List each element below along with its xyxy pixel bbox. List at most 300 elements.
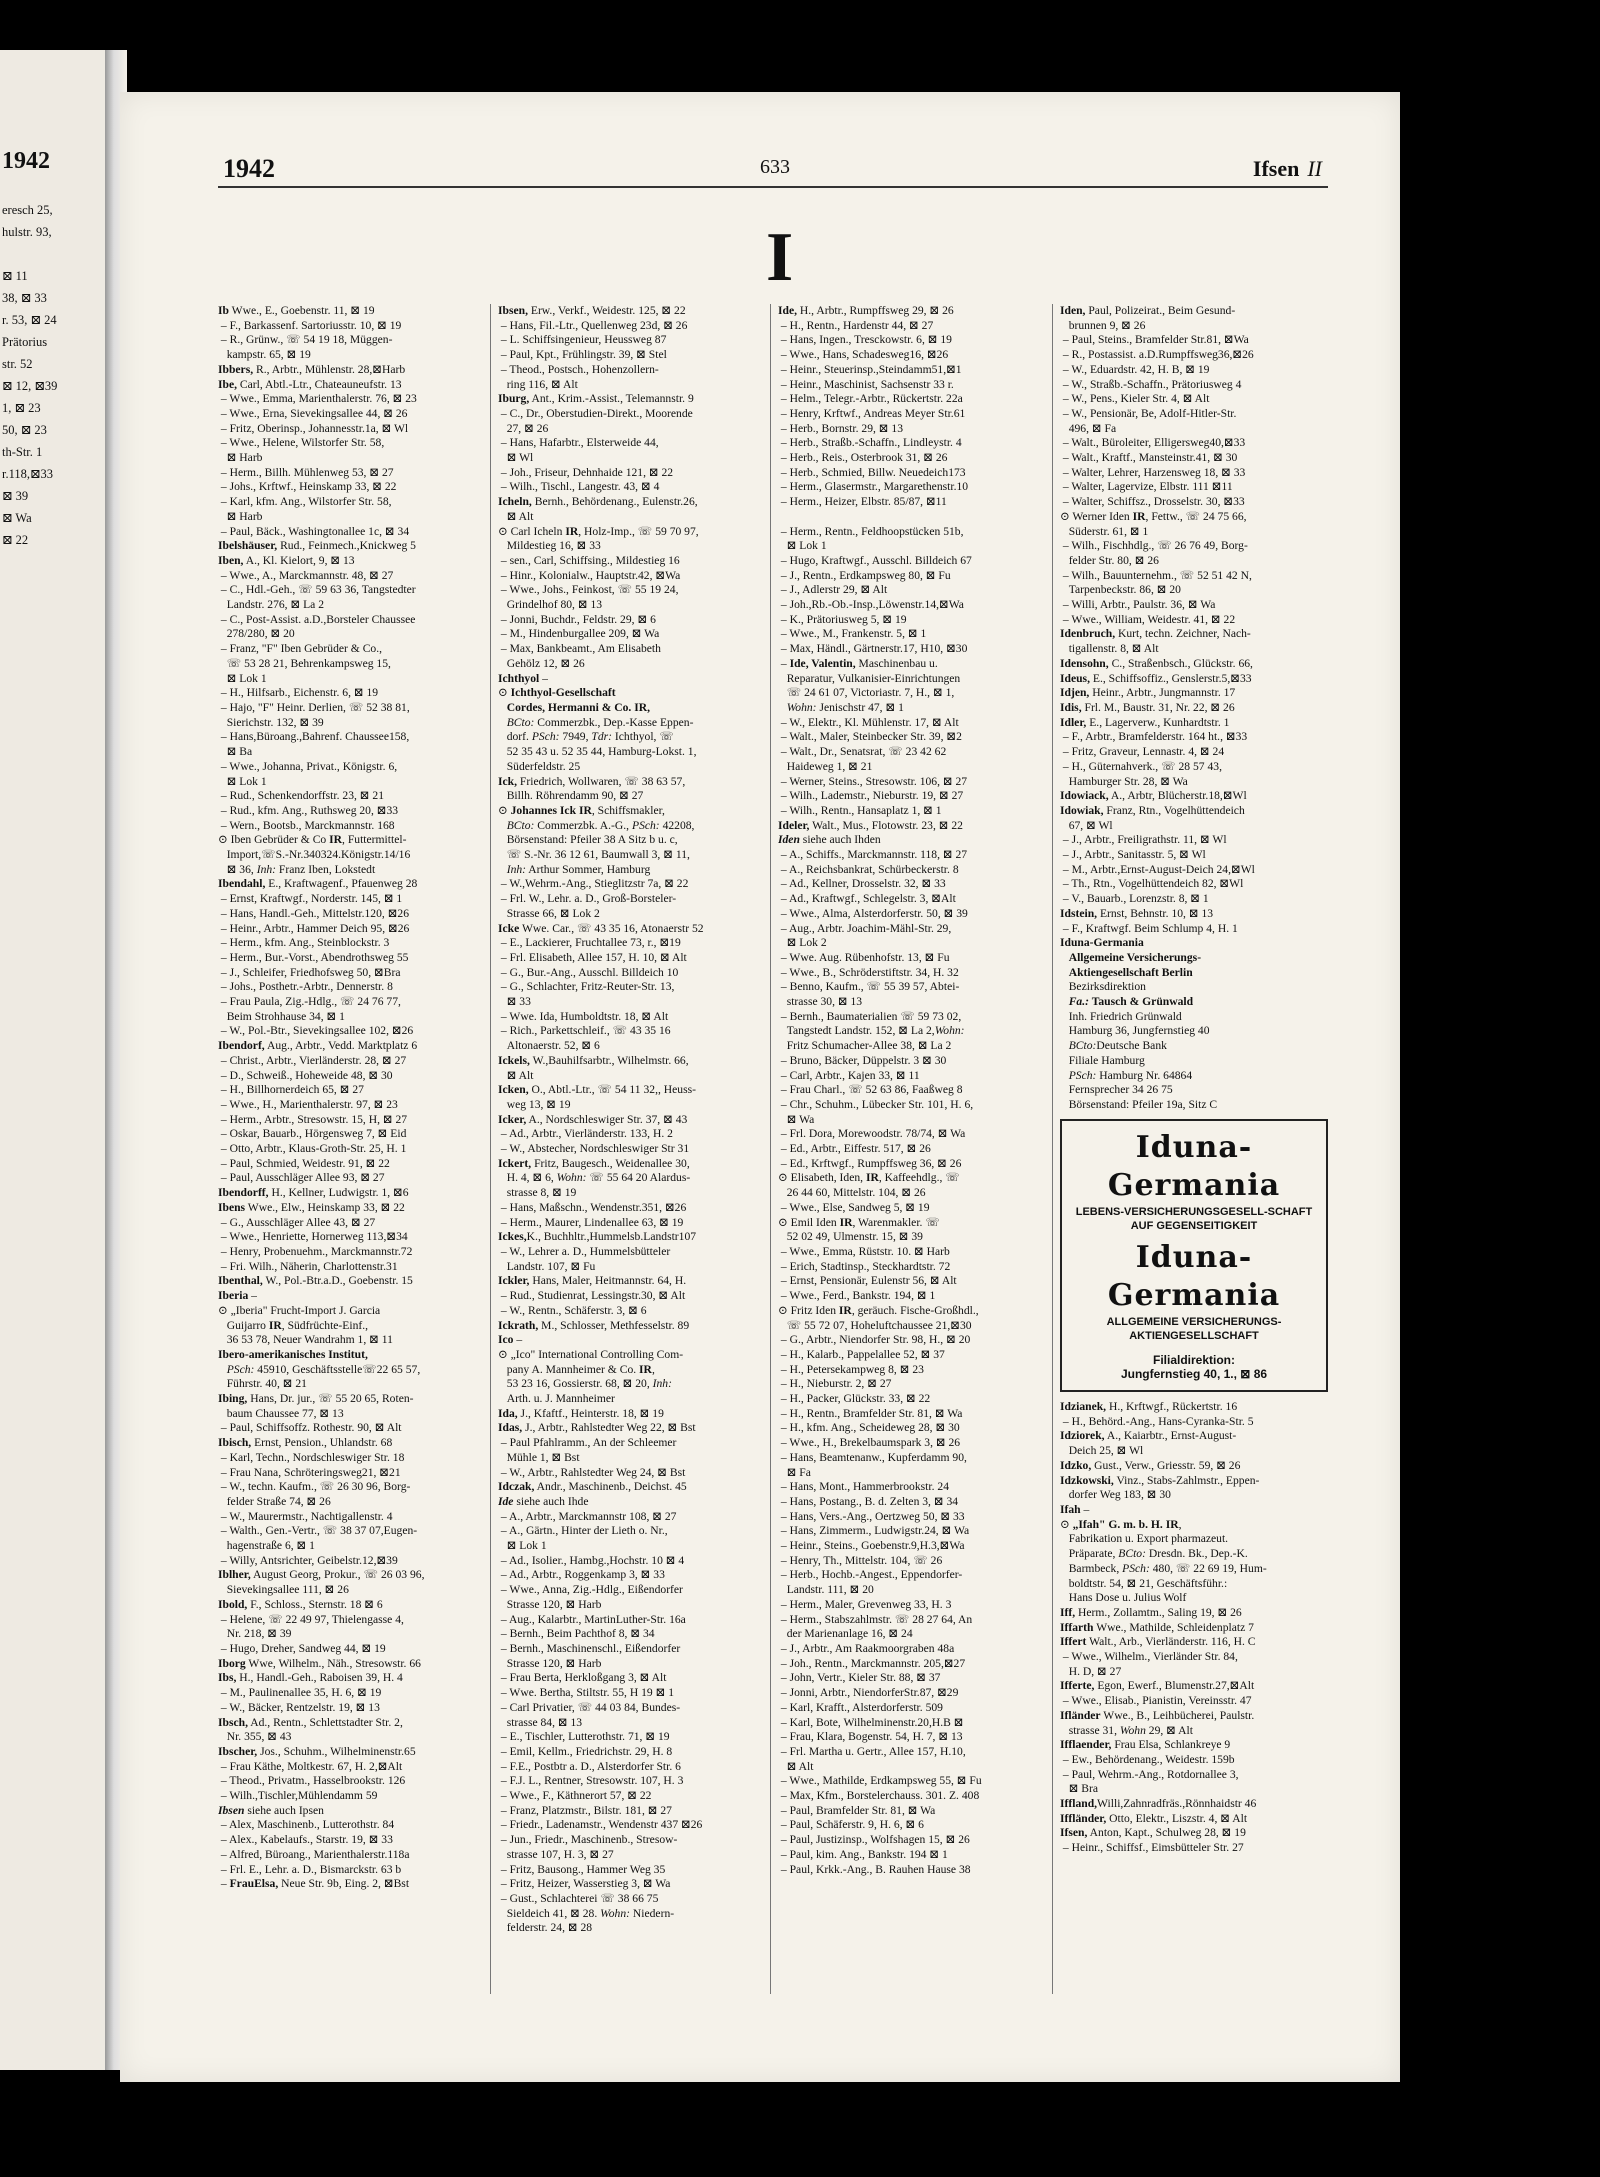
directory-entry: ring 116, ⊠ Alt	[498, 377, 578, 391]
directory-entry: – Heinr., Steuerinsp.,Steindamm51,⊠1	[778, 362, 962, 376]
directory-entry: – Wilh., Tischl., Langestr. 43, ⊠ 4	[498, 480, 660, 494]
directory-entry: ⊙ Fritz Iden IR, geräuch. Fische-Großhdl.,	[778, 1303, 979, 1317]
directory-entry: – Joh., Rentn., Marckmannstr. 205,⊠27	[778, 1656, 966, 1670]
directory-entry: – A., Arbtr., Marckmannstr 108, ⊠ 27	[498, 1509, 677, 1523]
directory-entry: – Willy, Antsrichter, Geibelstr.12,⊠39	[218, 1553, 398, 1567]
directory-entry: strasse 107, H. 3, ⊠ 27	[498, 1847, 614, 1861]
directory-entry: Wohn: Jenischstr 47, ⊠ 1	[786, 700, 904, 714]
directory-entry: – E., Tischler, Lutterothstr. 71, ⊠ 19	[498, 1730, 670, 1744]
directory-entry: brunnen 9, ⊠ 26	[1060, 318, 1146, 332]
directory-entry: Landstr. 111, ⊠ 20	[778, 1583, 874, 1597]
directory-entry: – Hans, Maßschn., Wendenstr.351, ⊠26	[498, 1200, 687, 1214]
directory-entry: Icken, O., Abtl.-Ltr., ☏ 54 11 32,, Heuss-	[498, 1083, 696, 1097]
directory-entry: BCto: Commerzbk. A.-G., PSch: 42208,	[506, 818, 695, 832]
directory-entry: Arth. u. J. Mannheimer	[498, 1392, 615, 1406]
directory-entry: – Wwe., Erna, Sievekingsallee 44, ⊠ 26	[218, 406, 408, 420]
directory-entry: – Walt., Dr., Senatsrat, ☏ 23 42 62	[778, 745, 947, 759]
directory-entry: – D., Schweiß., Hoheweide 48, ⊠ 30	[218, 1068, 393, 1082]
directory-entry: ☏ S.-Nr. 36 12 61, Baumwall 3, ⊠ 11,	[498, 848, 690, 862]
directory-entry: Reparatur, Vulkanisier-Einrichtungen	[778, 671, 961, 685]
directory-entry: Idzko, Gust., Verw., Griesstr. 59, ⊠ 26	[1060, 1458, 1241, 1472]
directory-entry: Iben, A., Kl. Kielort, 9, ⊠ 13	[218, 553, 355, 567]
directory-entry: boldtstr. 54, ⊠ 21, Geschäftsführ.:	[1060, 1576, 1228, 1590]
directory-entry: – Walter, Lehrer, Harzensweg 18, ⊠ 33	[1060, 465, 1246, 479]
directory-entry: – F.E., Postbtr a. D., Alsterdorfer Str. 6	[498, 1759, 681, 1773]
directory-entry: ⊠ Lok 1	[218, 671, 267, 685]
directory-entry: H. 4, ⊠ 6, Wohn: ☏ 55 64 20 Alardus-	[498, 1171, 691, 1185]
directory-entry: – Benno, Kaufm., ☏ 55 39 57, Abtei-	[778, 980, 960, 994]
directory-entry: tigallenstr. 8, ⊠ Alt	[1060, 642, 1159, 656]
directory-entry: – Paul, Wehrm.-Ang., Rotdornallee 3,	[1060, 1767, 1239, 1781]
directory-entry: – Max, Kfm., Borstelerchauss. 301. Z. 408	[778, 1789, 980, 1803]
directory-entry: Ifferte, Egon, Ewerf., Blumenstr.27,⊠Alt	[1060, 1679, 1255, 1693]
ad-address: Jungfernstieg 40, 1., ⊠ 86	[1120, 1367, 1268, 1382]
directory-entry: – Hugo, Kraftwgf., Ausschl. Billdeich 67	[778, 553, 972, 567]
directory-entry: – Hans, Fil.-Ltr., Quellenweg 23d, ⊠ 26	[498, 318, 688, 332]
directory-page	[120, 92, 1400, 2082]
directory-entry: ☏ 53 28 21, Behrenkampsweg 15,	[218, 656, 391, 670]
directory-entry: – Hans, Beamtenanw., Kupferdamm 90,	[778, 1450, 967, 1464]
directory-entry: – Rich., Parkettschleif., ☏ 43 35 16	[498, 1024, 671, 1038]
directory-entry: – H., Petersekampweg 8, ⊠ 23	[778, 1362, 924, 1376]
directory-entry: – W., Pens., Kieler Str. 4, ⊠ Alt	[1060, 392, 1210, 406]
directory-entry: – Frl. Elisabeth, Allee 157, H. 10, ⊠ Alt	[498, 950, 687, 964]
directory-entry: Iffland,Willi,Zahnradfräs.,Rönnhaidstr 46	[1060, 1797, 1257, 1811]
directory-entry: – Aug., Arbtr. Joachim-Mähl-Str. 29,	[778, 921, 952, 935]
directory-entry: Ibe, Carl, Abtl.-Ltr., Chateauneufstr. 13	[218, 377, 402, 391]
directory-entry: – Fritz, Heizer, Wasserstieg 3, ⊠ Wa	[498, 1877, 671, 1891]
directory-entry: Ibsch, Ad., Rentn., Schlettstadter Str. 2,	[218, 1715, 403, 1729]
directory-entry: Idziorek, A., Kaiarbtr., Ernst-August-	[1060, 1429, 1237, 1443]
directory-entry: Iff, Herm., Zollamtm., Saling 19, ⊠ 26	[1060, 1605, 1242, 1619]
directory-entry: – Fritz, Bausong., Hammer Weg 35	[498, 1862, 666, 1876]
directory-entry: ⊙ Emil Iden IR, Warenmakler. ☏	[778, 1215, 940, 1229]
directory-entry: Ida, J., Kfaftf., Heinterstr. 18, ⊠ 19	[498, 1406, 664, 1420]
directory-entry: ⊙ „Iberia" Frucht-Import J. Garcia	[218, 1303, 381, 1317]
directory-entry: – A., Schiffs., Marckmannstr. 118, ⊠ 27	[778, 848, 968, 862]
directory-entry: – Alex., Kabelaufs., Starstr. 19, ⊠ 33	[218, 1833, 393, 1847]
directory-entry: – Walt., Maler, Steinbecker Str. 39, ⊠2	[778, 730, 962, 744]
directory-entry: – Alfred, Büroang., Marienthalerstr.118a	[218, 1847, 410, 1861]
directory-entry: – Werner, Steins., Stresowstr. 106, ⊠ 27	[778, 774, 968, 788]
directory-entry: ⊠ Lok 1	[498, 1539, 547, 1553]
directory-entry: – Herb., Straßb.-Schaffn., Lindleystr. 4	[778, 436, 962, 450]
directory-entry: – Joh.,Rb.-Ob.-Insp.,Löwenstr.14,⊠Wa	[778, 598, 964, 612]
directory-entry: – FrauElsa, Neue Str. 9b, Eing. 2, ⊠Bst	[218, 1877, 410, 1891]
left-page-line: ⊠ 39	[2, 489, 29, 503]
directory-entry: – Hans, Vers.-Ang., Oertzweg 50, ⊠ 33	[778, 1509, 965, 1523]
column-divider	[490, 304, 491, 1994]
directory-entry: Strasse 120, ⊠ Harb	[498, 1656, 602, 1670]
directory-entry: dorfer Weg 183, ⊠ 30	[1060, 1488, 1171, 1502]
left-page-line: ⊠ 11	[2, 269, 28, 283]
directory-entry: Hamburger Str. 28, ⊠ Wa	[1060, 774, 1188, 788]
directory-entry: Fa.: Tausch & Grünwald	[1068, 995, 1194, 1009]
directory-entry: Ifflaender, Frau Elsa, Schlankreye 9	[1060, 1738, 1231, 1752]
directory-entry: PSch: 45910, Geschäftsstelle☏22 65 57,	[226, 1362, 421, 1376]
directory-entry: Gehölz 12, ⊠ 26	[498, 656, 585, 670]
directory-entry: – E., Lackierer, Fruchtallee 73, r., ⊠19	[498, 936, 681, 950]
directory-entry: – Paul, Steins., Bramfelder Str.81, ⊠Wa	[1060, 333, 1249, 347]
directory-entry: Icheln, Bernh., Behördenang., Eulenstr.26,	[498, 495, 698, 509]
directory-entry: ⊠ 36, Inh: Franz Iben, Lokstedt	[218, 862, 376, 876]
directory-entry: – Oskar, Bauarb., Hörgensweg 7, ⊠ Eid	[218, 1127, 407, 1141]
directory-entry: – Ad., Kraftwgf., Schlegelstr. 3, ⊠Alt	[778, 892, 956, 906]
directory-entry: – Frau Paula, Zig.-Hdlg., ☏ 24 76 77,	[218, 995, 401, 1009]
directory-entry: – Franz, Platzmstr., Bilstr. 181, ⊠ 27	[498, 1803, 672, 1817]
directory-entry: – Herm., kfm. Ang., Steinblockstr. 3	[218, 936, 390, 950]
directory-entry: – F., Barkassenf. Sartoriusstr. 10, ⊠ 19	[218, 318, 402, 332]
column-divider	[770, 304, 771, 1994]
directory-entry: – G., Bur.-Ang., Ausschl. Billdeich 10	[498, 965, 679, 979]
directory-entry: – J., Rentn., Erdkampsweg 80, ⊠ Fu	[778, 568, 951, 582]
directory-entry: – Walth., Gen.-Vertr., ☏ 38 37 07,Eugen-	[218, 1524, 418, 1538]
directory-entry: – H., Güternahverk., ☏ 28 57 43,	[1060, 759, 1222, 773]
column-4-bottom	[1060, 1400, 1328, 1856]
directory-entry: – R., Grünw., ☏ 54 19 18, Müggen-	[218, 333, 393, 347]
directory-entry: PSch: Hamburg Nr. 64864	[1068, 1068, 1193, 1082]
directory-entry: – Herb., Schmied, Billw. Neuedeich173	[778, 465, 966, 479]
directory-entry: – M., Hindenburgallee 209, ⊠ Wa	[498, 627, 660, 641]
directory-entry: Ibbers, R., Arbtr., Mühlenstr. 28,⊠Harb	[218, 362, 406, 376]
directory-entry: – M., Arbtr.,Ernst-August-Deich 24,⊠Wl	[1060, 862, 1255, 876]
directory-entry: – Theod., Postsch., Hohenzollern-	[498, 362, 659, 376]
directory-entry: – Wwe., Hans, Schadesweg16, ⊠26	[778, 348, 949, 362]
directory-entry: Ibsen, Erw., Verkf., Weidestr. 125, ⊠ 22	[498, 304, 686, 317]
directory-entry: felderstr. 24, ⊠ 28	[498, 1921, 593, 1935]
directory-entry: – Carl, Arbtr., Kajen 33, ⊠ 11	[778, 1068, 920, 1082]
directory-entry: Ideus, E., Schiffsoffiz., Genslerstr.5,⊠33	[1060, 671, 1252, 685]
directory-entry: – W., Maurermstr., Nachtigallenstr. 4	[218, 1509, 393, 1523]
directory-entry: – A., Reichsbankrat, Schürbeckerstr. 8	[778, 862, 959, 876]
directory-entry: – Wilh., Fischhdlg., ☏ 26 76 49, Borg-	[1060, 539, 1248, 553]
directory-entry: Iffarth Wwe., Mathilde, Schleidenplatz 7	[1060, 1620, 1254, 1634]
directory-entry: – H., Kalarb., Pappelallee 52, ⊠ 37	[778, 1347, 945, 1361]
directory-entry: – Rud., Schenkendorffstr. 23, ⊠ 21	[218, 789, 385, 803]
directory-entry: – Wwe., A., Marckmannstr. 48, ⊠ 27	[218, 568, 394, 582]
directory-entry: – Hugo, Dreher, Sandweg 44, ⊠ 19	[218, 1641, 386, 1655]
directory-entry: – Hans, Hafarbtr., Elsterweide 44,	[498, 436, 659, 450]
directory-entry: Idjen, Heinr., Arbtr., Jungmannstr. 17	[1060, 686, 1236, 700]
directory-entry: 53 23 16, Gossierstr. 68, ⊠ 20, Inh:	[498, 1377, 672, 1391]
directory-entry: Beim Strohhause 34, ⊠ 1	[218, 1009, 345, 1023]
directory-entry: – F., Kraftwgf. Beim Schlump 4, H. 1	[1060, 921, 1238, 935]
directory-entry: ⊙ „Ico" International Controlling Com-	[498, 1347, 684, 1361]
page-year: 1942	[223, 154, 275, 183]
directory-entry: Iffert Walt., Arb., Vierländerstr. 116, H. C	[1060, 1635, 1256, 1649]
ad-subtitle-general: ALLGEMEINE VERSICHERUNGS-AKTIENGESELLSCHAFT	[1106, 1315, 1282, 1342]
directory-entry: – Hans, Postang., B. d. Zelten 3, ⊠ 34	[778, 1494, 959, 1508]
directory-entry: – Wwe., Elisab., Pianistin, Vereinsstr. 47	[1060, 1694, 1252, 1708]
directory-entry: ⊙ Johannes Ick IR, Schiffsmakler,	[498, 803, 665, 817]
directory-entry: Süderfeldstr. 25	[498, 759, 581, 773]
directory-entry: ⊙ Carl Icheln IR, Holz-Imp., ☏ 59 70 97,	[498, 524, 699, 538]
directory-entry: – Frl. Martha u. Gertr., Allee 157, H.10,	[778, 1744, 966, 1758]
directory-entry: – Henry, Th., Mittelstr. 104, ☏ 26	[778, 1553, 943, 1567]
directory-entry: – Wwe., Emma, Marienthalerstr. 76, ⊠ 23	[218, 392, 417, 406]
directory-entry: – C., Dr., Oberstudien-Direkt., Moorende	[498, 406, 693, 420]
directory-entry: Ibold, F., Schloss., Sternstr. 18 ⊠ 6	[218, 1597, 383, 1611]
directory-entry: felder Straße 74, ⊠ 26	[218, 1494, 331, 1508]
left-page-line: Prätorius	[2, 335, 48, 349]
directory-entry: – Frau Käthe, Moltkestr. 67, H. 2,⊠Alt	[218, 1759, 403, 1773]
directory-entry: – Paul, kim. Ang., Bankstr. 194 ⊠ 1	[778, 1847, 948, 1861]
directory-entry: ⊠ Harb	[218, 451, 263, 465]
directory-entry: – Ernst, Kraftwgf., Norderstr. 145, ⊠ 1	[218, 892, 403, 906]
directory-entry: – Johs., Krftwf., Heinskamp 33, ⊠ 22	[218, 480, 397, 494]
directory-entry: – Herm., Stabszahlmstr. ☏ 28 27 64, An	[778, 1612, 973, 1626]
directory-entry: Fritz Schumacher-Allee 38, ⊠ La 2	[778, 1039, 952, 1053]
directory-entry: – M., Paulinenallee 35, H. 6, ⊠ 19	[218, 1686, 382, 1700]
directory-entry: – Paul, Bramfelder Str. 81, ⊠ Wa	[778, 1803, 936, 1817]
directory-entry: – Frl. W., Lehr. a. D., Groß-Borsteler-	[498, 892, 677, 906]
section-letter: I	[766, 219, 794, 296]
directory-entry: – W., techn. Kaufm., ☏ 26 30 96, Borg-	[218, 1480, 411, 1494]
directory-entry: ⊙ Ichthyol-Gesellschaft	[498, 686, 616, 700]
directory-entry: Billh. Röhrendamm 90, ⊠ 27	[498, 789, 644, 803]
directory-entry: – Walt., Büroleiter, Elligersweg40,⊠33	[1060, 436, 1246, 450]
directory-entry: ⊠ Lok 1	[218, 774, 267, 788]
directory-entry: – Herb., Reis., Osterbrook 31, ⊠ 26	[778, 451, 948, 465]
directory-entry: – Ed., Arbtr., Eiffestr. 517, ⊠ 26	[778, 1142, 931, 1156]
directory-entry: Ideler, Walt., Mus., Flotowstr. 23, ⊠ 22	[778, 818, 963, 832]
directory-entry: ⊠ Alt	[498, 1068, 534, 1082]
directory-entry: – Helene, ☏ 22 49 97, Thielengasse 4,	[218, 1612, 404, 1626]
directory-entry: – Karl, Techn., Nordschleswiger Str. 18	[218, 1450, 405, 1464]
directory-entry: ⊠ 33	[498, 995, 531, 1009]
directory-entry: – Henry, Krftwf., Andreas Meyer Str.61	[778, 406, 966, 420]
directory-entry: – W., Straßb.-Schaffn., Prätoriusweg 4	[1060, 377, 1242, 391]
page-number: 633	[760, 156, 790, 178]
directory-entry: Sieldeich 41, ⊠ 28. Wohn: Niedern-	[498, 1906, 675, 1920]
directory-entry: – Ew., Behördenang., Weidestr. 159b	[1060, 1752, 1235, 1766]
directory-entry: – Wwe., Else, Sandweg 5, ⊠ 19	[778, 1200, 930, 1214]
directory-entry: Idzianek, H., Krftwgf., Rückertstr. 16	[1060, 1400, 1238, 1414]
directory-entry: – W.,Wehrm.-Ang., Stieglitzstr 7a, ⊠ 22	[498, 877, 689, 891]
directory-entry: Ibsen siehe auch Ipsen	[218, 1803, 324, 1817]
directory-entry: – Willi, Arbtr., Paulstr. 36, ⊠ Wa	[1060, 598, 1216, 612]
directory-entry: – Ad., Kellner, Drosselstr. 32, ⊠ 33	[778, 877, 946, 891]
directory-entry: ☏ 24 61 07, Victoriastr. 7, H., ⊠ 1,	[778, 686, 955, 700]
directory-entry: – H., Hilfsarb., Eichenstr. 6, ⊠ 19	[218, 686, 379, 700]
directory-entry: – Wwe., Ferd., Bankstr. 194, ⊠ 1	[778, 1289, 936, 1303]
directory-entry: – Hans, Zimmerm., Ludwigstr.24, ⊠ Wa	[778, 1524, 970, 1538]
directory-entry: – Rud., Studienrat, Lessingstr.30, ⊠ Alt	[498, 1289, 686, 1303]
directory-entry: – Herm., Billh. Mühlenweg 53, ⊠ 27	[218, 465, 394, 479]
directory-entry: – Paul, Justizinsp., Wolfshagen 15, ⊠ 26	[778, 1833, 970, 1847]
directory-entry: – G., Schlachter, Fritz-Reuter-Str. 13,	[498, 980, 675, 994]
directory-entry: – Karl, Bote, Wilhelminenstr.20,H.B ⊠	[778, 1715, 964, 1729]
directory-entry: Ide, H., Arbtr., Rumpffsweg 29, ⊠ 26	[778, 304, 954, 317]
directory-entry: Ibisch, Ernst, Pension., Uhlandstr. 68	[218, 1436, 393, 1450]
directory-entry: – F., Arbtr., Bramfelderstr. 164 ht., ⊠33	[1060, 730, 1248, 744]
directory-entry: – sen., Carl, Schiffsing., Mildestieg 16	[498, 553, 680, 567]
directory-entry: Icke Wwe. Car., ☏ 43 35 16, Atonaerstr 52	[498, 921, 704, 935]
directory-entry: Guijarro IR, Südfrüchte-Einf.,	[218, 1318, 369, 1332]
directory-entry: – H., Behörd.-Ang., Hans-Cyranka-Str. 5	[1060, 1414, 1254, 1428]
directory-entry: – Wwe., Wilhelm., Vierländer Str. 84,	[1060, 1650, 1238, 1664]
directory-entry: 26 44 60, Mittelstr. 104, ⊠ 26	[778, 1186, 926, 1200]
left-page-line: hulstr. 93,	[2, 225, 52, 239]
directory-entry: Iden, Paul, Polizeirat., Beim Gesund-	[1060, 304, 1236, 317]
directory-entry: – Otto, Arbtr., Klaus-Groth-Str. 25, H. 1	[218, 1142, 407, 1156]
left-page-line: th-Str. 1	[2, 445, 43, 459]
directory-entry: – Wwe. Ida, Humboldtstr. 18, ⊠ Alt	[498, 1009, 669, 1023]
directory-entry: felder Str. 80, ⊠ 26	[1060, 553, 1159, 567]
directory-entry: 52 35 43 u. 52 35 44, Hamburg-Lokst. 1,	[498, 745, 697, 759]
directory-entry: Ifsen, Anton, Kapt., Schulweg 28, ⊠ 19	[1060, 1826, 1246, 1840]
directory-entry: Altonaerstr. 52, ⊠ 6	[498, 1039, 600, 1053]
left-page-line: r.118,⊠33	[2, 467, 53, 481]
directory-entry: ⊠ Alt	[498, 509, 534, 523]
directory-entry: – J., Schleifer, Friedhofsweg 50, ⊠Bra	[218, 965, 401, 979]
directory-entry: Landstr. 107, ⊠ Fu	[498, 1259, 596, 1273]
directory-entry: dorf. PSch: 7949, Tdr: Ichthyol, ☏	[498, 730, 674, 744]
directory-entry: Idenbruch, Kurt, techn. Zeichner, Nach-	[1060, 627, 1251, 641]
directory-entry: – Emil, Kellm., Friedrichstr. 29, H. 8	[498, 1744, 673, 1758]
directory-entry: – Hinr., Kolonialw., Hauptstr.42, ⊠Wa	[498, 568, 681, 582]
directory-entry: Ib Wwe., E., Goebenstr. 11, ⊠ 19	[218, 304, 375, 317]
header-rule	[218, 186, 1328, 188]
directory-entry: ⊠ Wa	[778, 1112, 815, 1126]
directory-entry: – A., Gärtn., Hinter der Lieth o. Nr.,	[498, 1524, 668, 1538]
directory-entry: Idensohn, C., Straßenbsch., Glückstr. 66,	[1060, 656, 1253, 670]
directory-entry: Ibs, H., Handl.-Geh., Raboisen 39, H. 4	[218, 1671, 403, 1685]
directory-entry: Ichthyol –	[498, 671, 548, 685]
ad-subtitle-life: LEBENS-VERSICHERUNGSGESELL-SCHAFT AUF GEGENSEITIGKEIT	[1075, 1205, 1313, 1232]
directory-entry: Inh: Arthur Sommer, Hamburg	[506, 862, 651, 876]
left-page-line: r. 53, ⊠ 24	[2, 313, 57, 327]
directory-entry: Iblher, August Georg, Prokur., ☏ 26 03 96,	[218, 1568, 425, 1582]
directory-entry: – Joh., Friseur, Dehnhaide 121, ⊠ 22	[498, 465, 674, 479]
directory-entry: – Franz, "F" Iben Gebrüder & Co.,	[218, 642, 383, 656]
directory-entry: – Johs., Posthetr.-Arbtr., Dennerstr. 8	[218, 980, 393, 994]
directory-entry: – Wilh., Bauunternehm., ☏ 52 51 42 N,	[1060, 568, 1252, 582]
directory-entry: – Ad., Arbtr., Roggenkamp 3, ⊠ 33	[498, 1568, 665, 1582]
directory-entry: Mühle 1, ⊠ Bst	[498, 1450, 580, 1464]
directory-entry: ⊠ Harb	[218, 509, 263, 523]
directory-entry: Idczak, Andr., Maschinenb., Deichst. 45	[498, 1480, 687, 1494]
directory-entry: 496, ⊠ Fa	[1060, 421, 1117, 435]
directory-entry: – Jun., Friedr., Maschinenb., Stresow-	[498, 1833, 678, 1847]
directory-entry: Iduna-Germania	[1060, 936, 1144, 950]
directory-entry: 27, ⊠ 26	[498, 421, 549, 435]
column-4	[1060, 304, 1328, 1994]
left-page-line: 1, ⊠ 23	[2, 401, 41, 415]
directory-entry: ⊠ Lok 2	[778, 936, 827, 950]
directory-entry: – Max, Bankbeamt., Am Elisabeth	[498, 642, 661, 656]
directory-entry: – Wwe., F., Käthnerort 57, ⊠ 22	[498, 1789, 652, 1803]
directory-entry: – Hans, Handl.-Geh., Mittelstr.120, ⊠26	[218, 906, 410, 920]
directory-entry: Idis, Frl. M., Baustr. 31, Nr. 22, ⊠ 26	[1060, 700, 1235, 714]
directory-entry: – Herm., Glasermstr., Margarethenstr.10	[778, 480, 969, 494]
directory-entry: – Wwe., Emma, Rüststr. 10. ⊠ Harb	[778, 1245, 950, 1258]
directory-entry: Tarpenbeckstr. 86, ⊠ 20	[1060, 583, 1181, 597]
directory-entry: Ibscher, Jos., Schuhm., Wilhelminenstr.65	[218, 1744, 416, 1758]
directory-entry: Landstr. 276, ⊠ La 2	[218, 598, 324, 612]
directory-entry: – Heinr., Schiffsf., Eimsbütteler Str. 27	[1060, 1841, 1244, 1855]
directory-entry: ⊠ Alt	[778, 1759, 814, 1773]
ad-brand-general: Iduna-Germania	[1107, 1239, 1281, 1313]
running-head-word: Ifsen	[1252, 156, 1300, 181]
directory-entry: – W., Abstecher, Nordschleswiger Str 31	[498, 1142, 690, 1156]
directory-entry: – Th., Rtn., Vogelhüttendeich 82, ⊠Wl	[1060, 877, 1244, 891]
directory-entry: – W., Eduardstr. 42, H. B, ⊠ 19	[1060, 362, 1210, 376]
directory-entry: – F.J. L., Rentner, Stresowstr. 107, H. 3	[498, 1774, 684, 1788]
directory-entry: – L. Schiffsingenieur, Heussweg 87	[498, 333, 667, 347]
iduna-advertisement	[1060, 1119, 1328, 1392]
directory-entry: Idas, J., Arbtr., Rahlstedter Weg 22, ⊠ Bst	[498, 1421, 696, 1435]
directory-entry: – Herm., Maurer, Lindenallee 63, ⊠ 19	[498, 1215, 684, 1229]
directory-entry: ⊠ Fa	[778, 1465, 811, 1479]
directory-entry: – Ed., Krftwgf., Rumpffsweg 36, ⊠ 26	[778, 1156, 962, 1170]
directory-entry: Ibendorff, H., Kellner, Ludwigstr. 1, ⊠6	[218, 1186, 409, 1200]
directory-entry: – J., Arbtr., Freiligrathstr. 11, ⊠ Wl	[1060, 833, 1227, 847]
directory-entry: – J., Arbtr., Am Raakmoorgraben 48a	[778, 1641, 955, 1655]
directory-entry: Mildestieg 16, ⊠ 33	[498, 539, 601, 553]
directory-entry: Idowiack, A., Arbtr, Blücherstr.18,⊠Wl	[1060, 789, 1247, 803]
running-head-column: II	[1307, 156, 1322, 181]
left-page-fragment	[0, 50, 118, 2070]
directory-entry: strasse 84, ⊠ 13	[498, 1715, 583, 1729]
directory-entry: – Heinr., Arbtr., Hammer Deich 95, ⊠26	[218, 921, 410, 935]
directory-entry: Fabrikation u. Export pharmazeut.	[1060, 1532, 1229, 1546]
directory-entry: Iden siehe auch Ihden	[778, 833, 881, 847]
directory-entry: Iburg, Ant., Krim.-Assist., Telemannstr. 9	[498, 392, 694, 406]
page-header	[120, 154, 1400, 184]
directory-entry: – R., Postassist. a.D.Rumpffsweg36,⊠26	[1060, 348, 1254, 362]
directory-entry: Ide siehe auch Ihde	[498, 1494, 589, 1508]
directory-entry: Idstein, Ernst, Behnstr. 10, ⊠ 13	[1060, 906, 1214, 920]
directory-entry: Ibing, Hans, Dr. jur., ☏ 55 20 65, Roten-	[218, 1392, 414, 1406]
directory-entry: – Wwe., Alma, Alsterdorferstr. 50, ⊠ 39	[778, 906, 968, 920]
column-divider	[1052, 304, 1053, 1994]
directory-entry: – Hans, Ingen., Tresckowstr. 6, ⊠ 19	[778, 333, 952, 347]
directory-entry: – Frau Charl., ☏ 52 63 86, Faaßweg 8	[778, 1083, 963, 1097]
directory-entry: – Fritz, Graveur, Lennastr. 4, ⊠ 24	[1060, 745, 1225, 759]
directory-entry: – Paul, Krkk.-Ang., B. Rauhen Hause 38	[778, 1862, 971, 1876]
directory-entry: ⊠ Lok 1	[778, 539, 827, 553]
directory-entry: Filiale Hamburg	[1060, 1053, 1145, 1067]
directory-entry: – Paul, Schiffsoffz. Rothestr. 90, ⊠ Alt	[218, 1421, 402, 1435]
left-page-line: 50, ⊠ 23	[2, 423, 47, 437]
directory-entry: Import,☏S.-Nr.340324.Königstr.14/16	[218, 848, 411, 862]
directory-entry: Führstr. 40, ⊠ 21	[218, 1377, 307, 1391]
directory-entry: Börsenstand: Pfeiler 19a, Sitz C	[1060, 1097, 1218, 1111]
left-page-line: eresch 25,	[2, 203, 53, 217]
directory-entry: – Ad., Isolier., Hambg.,Hochstr. 10 ⊠ 4	[498, 1553, 685, 1567]
directory-entry: – Hans, Mont., Hammerbrookstr. 24	[778, 1480, 949, 1494]
directory-entry: Strasse 66, ⊠ Lok 2	[498, 906, 600, 920]
directory-entry: – Hajo, "F" Heinr. Derlien, ☏ 52 38 81,	[218, 700, 410, 714]
directory-entry: – H., kfm. Ang., Scheideweg 28, ⊠ 30	[778, 1421, 960, 1435]
directory-entry: Ibendorf, Aug., Arbtr., Vedd. Marktplatz 6	[218, 1039, 418, 1053]
directory-entry: Hans Dose u. Julius Wolf	[1060, 1591, 1187, 1605]
directory-entry: – Bernh., Baumaterialien ☏ 59 73 02,	[778, 1009, 962, 1023]
directory-entry: Idler, E., Lagerverw., Kunhardtstr. 1	[1060, 715, 1230, 729]
directory-entry: – Wwe., Mathilde, Erdkampsweg 55, ⊠ Fu	[778, 1774, 982, 1788]
directory-entry: – Carl Privatier, ☏ 44 03 84, Bundes-	[498, 1700, 681, 1714]
directory-entry: – Paul, Schäferstr. 9, H. 6, ⊠ 6	[778, 1818, 924, 1832]
directory-entry: – G., Arbtr., Niendorfer Str. 98, H., ⊠ 20	[778, 1333, 971, 1347]
directory-entry: – Karl, kfm. Ang., Wilstorfer Str. 58,	[218, 495, 392, 509]
left-page-line: ⊠ 22	[2, 533, 29, 547]
directory-entry: 278/280, ⊠ 20	[218, 627, 295, 641]
directory-entry: – Herb., Hochb.-Angest., Eppendorfer-	[778, 1568, 963, 1582]
entries-columns	[218, 304, 1328, 1994]
directory-entry: – Herm., Maler, Grevenweg 33, H. 3	[778, 1597, 952, 1611]
directory-entry: – Walter, Lagervize, Elbstr. 111 ⊠11	[1060, 480, 1233, 494]
